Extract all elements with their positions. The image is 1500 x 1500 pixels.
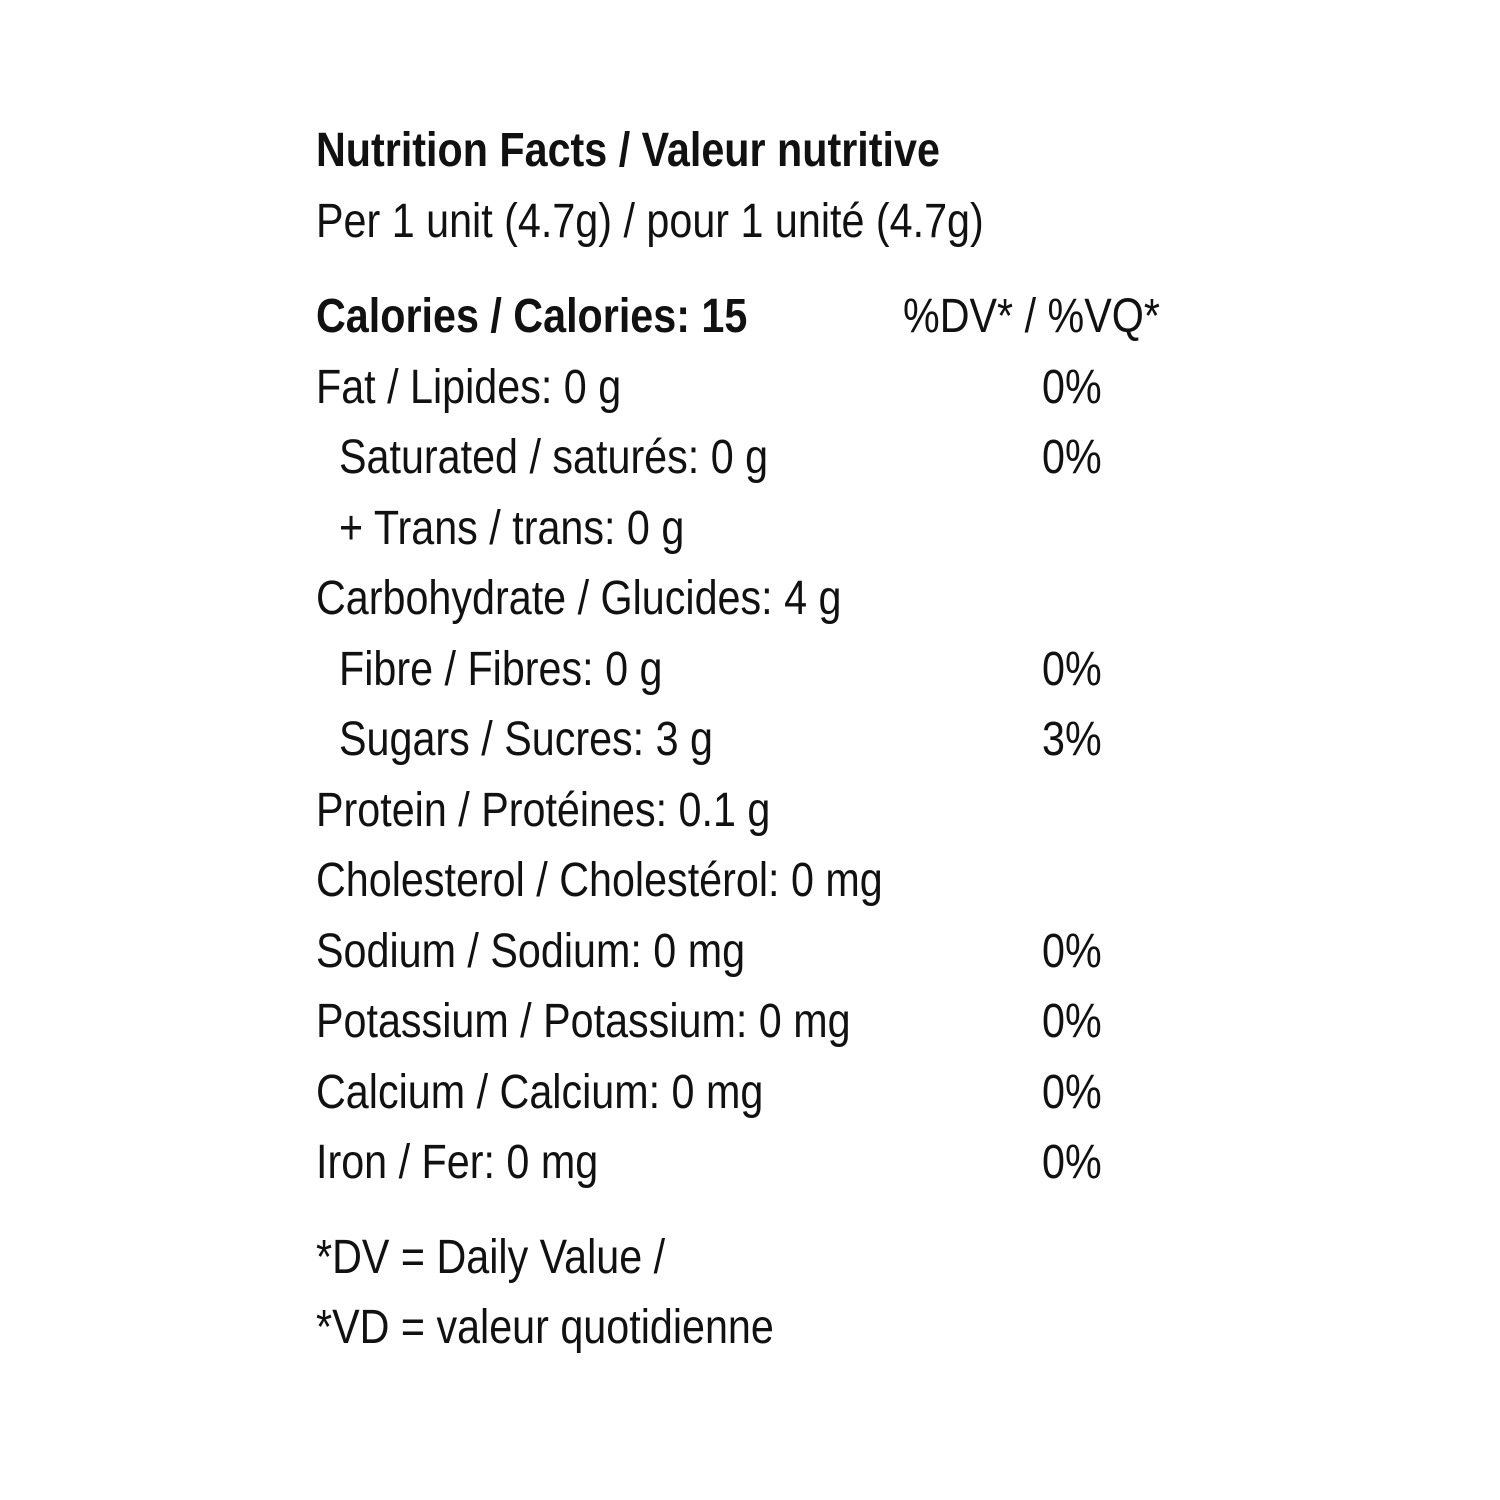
dv-header: %DV* / %VQ* <box>903 290 1160 343</box>
nutrient-dv: 3% <box>1042 713 1102 766</box>
nutrient-row-carbohydrate <box>316 564 1216 635</box>
nutrient-dv: 0% <box>1042 924 1102 978</box>
nutrient-row-protein <box>316 776 1216 847</box>
nutrient-label: Carbohydrate / Glucides: 4 g <box>316 572 842 625</box>
footnote-gap <box>316 1199 1216 1223</box>
nutrient-row-saturated <box>316 423 1216 494</box>
calories-row <box>316 282 1216 353</box>
nutrient-label: Iron / Fer: 0 mg <box>316 1136 599 1189</box>
nutrient-row-cholesterol <box>316 846 1216 917</box>
nutrient-row-potassium <box>316 987 1216 1058</box>
nutrient-dv: 0% <box>1042 1136 1102 1189</box>
nutrient-dv: 0% <box>1042 431 1102 484</box>
nutrient-label: Potassium / Potassium: 0 mg <box>316 995 851 1048</box>
nutrient-label: Protein / Protéines: 0.1 g <box>316 783 771 837</box>
nutrient-dv: 0% <box>1042 1065 1102 1119</box>
calories-label: Calories / Calories: 15 <box>316 290 748 343</box>
nutrition-title: Nutrition Facts / Valeur nutritive <box>316 124 940 177</box>
nutrient-row-fibre <box>316 635 1216 706</box>
nutrition-facts-panel <box>316 118 1216 1363</box>
nutrient-label: Fat / Lipides: 0 g <box>316 360 622 414</box>
nutrient-label: Calcium / Calcium: 0 mg <box>316 1065 764 1119</box>
nutrient-label: Sugars / Sucres: 3 g <box>339 713 714 766</box>
serving-size: Per 1 unit (4.7g) / pour 1 unité (4.7g) <box>316 195 984 248</box>
nutrient-row-trans <box>316 494 1216 565</box>
nutrient-label: Fibre / Fibres: 0 g <box>339 642 663 696</box>
footnote-dv-fr: *VD = valeur quotidienne <box>316 1300 774 1354</box>
nutrient-label: Cholesterol / Cholestérol: 0 mg <box>316 854 883 907</box>
footnote-dv-en: *DV = Daily Value / <box>316 1230 666 1284</box>
nutrient-dv: 0% <box>1042 642 1102 696</box>
nutrient-row-sugars <box>316 705 1216 776</box>
nutrient-row-iron <box>316 1128 1216 1199</box>
nutrient-label: Saturated / saturés: 0 g <box>339 431 769 484</box>
nutrient-label: + Trans / trans: 0 g <box>339 501 685 555</box>
nutrient-row-fat <box>316 353 1216 424</box>
nutrient-row-calcium <box>316 1058 1216 1129</box>
nutrient-dv: 0% <box>1042 995 1102 1048</box>
nutrient-row-sodium <box>316 917 1216 988</box>
nutrient-dv: 0% <box>1042 360 1102 414</box>
nutrient-label: Sodium / Sodium: 0 mg <box>316 924 746 978</box>
section-gap <box>316 260 1216 282</box>
